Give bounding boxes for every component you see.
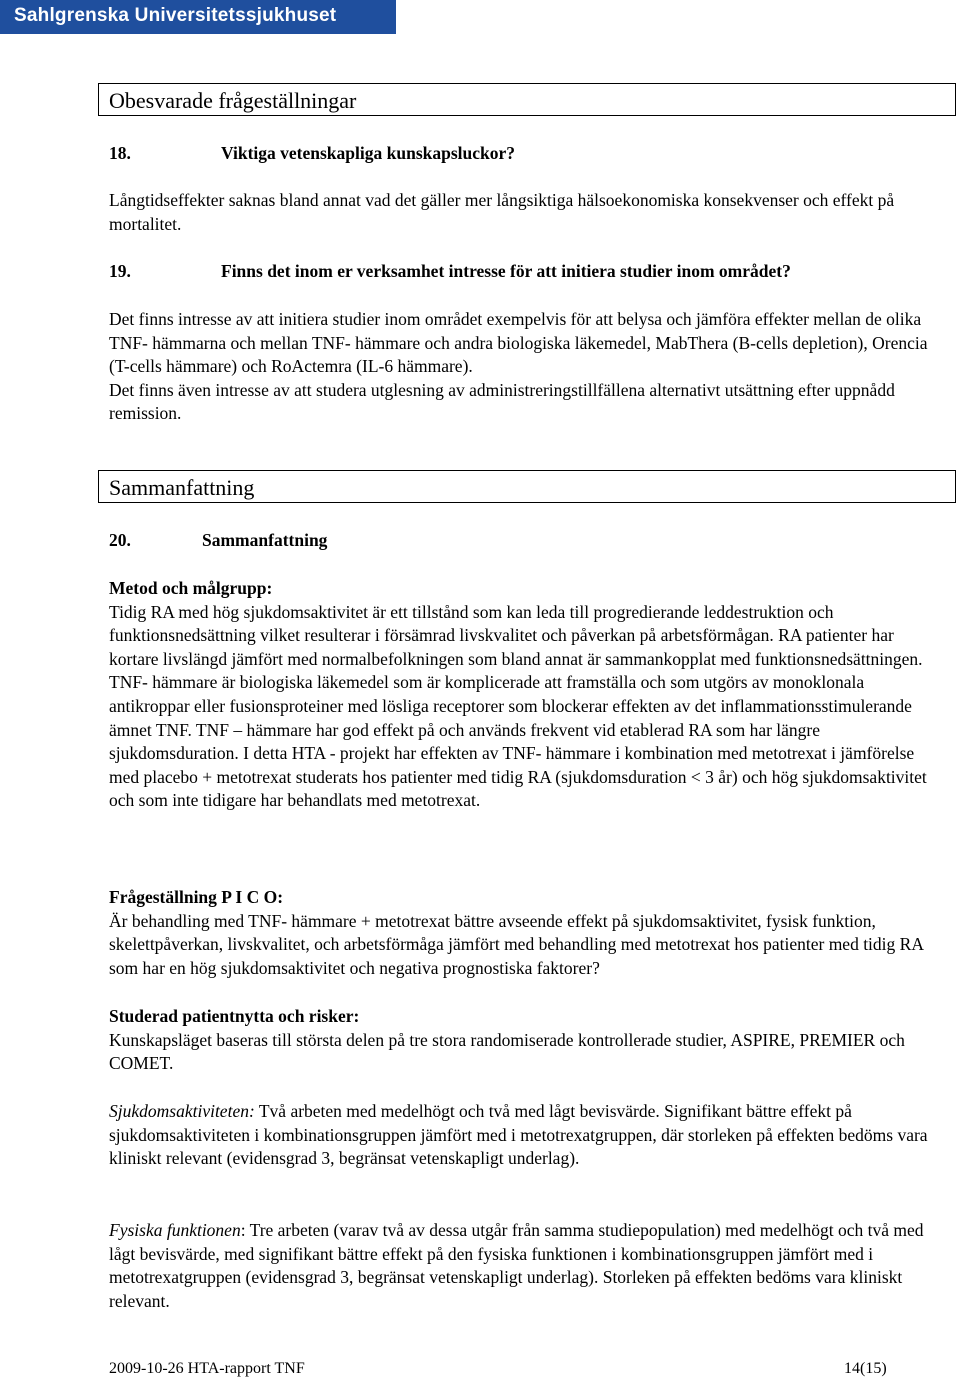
section-title-unanswered: Obesvarade frågeställningar [98, 83, 956, 116]
institution-banner [0, 0, 396, 34]
benefit-label: Studerad patientnytta och risker: [109, 1006, 360, 1026]
question-19-answer-2: Det finns även intresse av att studera utglesning av administreringstillfällena alternativt utsättning efter uppnådd remission. [109, 379, 895, 424]
question-18-answer: Långtidseffekter saknas bland annat vad det gäller mer långsiktiga hälsoekonomiska konsekvenser och effekt på mortalitet. [109, 190, 895, 234]
question-18-heading [109, 142, 944, 166]
physical-function-text: : Tre arbeten (varav två av dessa utgår från samma studiepopulation) med medelhögt och två med lågt bevisvärde, med signifikant bättre effekt på den fysiska funktionen i kombinationsgruppen jämfört med i metotrexatgruppen (evidensgrad 3, begränsat vetenskapligt underlag). Storleken på effekten bedöms vara kliniskt relevant. [109, 1220, 924, 1311]
footer-date-report: 2009-10-26 HTA-rapport TNF [109, 1360, 305, 1377]
method-label: Metod och målgrupp: [109, 578, 273, 598]
footer-page-number: 14(15) [844, 1360, 887, 1377]
question-19-answer-block [109, 308, 944, 426]
question-20-number: 20. [109, 530, 131, 550]
physical-function-label: Fysiska funktionen [109, 1220, 241, 1240]
physical-function-block [109, 1219, 944, 1313]
question-18-text: Viktiga vetenskapliga kunskapsluckor? [221, 143, 516, 163]
question-20-text: Sammanfattning [202, 530, 328, 550]
question-19-answer-1: Det finns intresse av att initiera studier inom området exempelvis för att belysa och jämföra effekter mellan de olika TNF- hämmarna och mellan TNF- hämmare och andra biologiska läkemedel, MabThera (B-cells depletion), Orencia (T-cells hämmare) och RoActemra (IL-6 hämmare). [109, 309, 928, 377]
section-title-summary: Sammanfattning [98, 470, 956, 503]
question-19-heading [109, 260, 944, 284]
method-text: Tidig RA med hög sjukdomsaktivitet är ett tillstånd som kan leda till progredierande leddestruktion och funktionsnedsättning vilket resulterar i försämrad livskvalitet och påverkan på arbetsförmågan. RA patienter har kortare livslängd jämfört med normalbefolkningen som bland annat är sammankopplat med funktionsnedsättningen. TNF- hämmare är biologiska läkemedel som är komplicerade att framställa och som utgörs av monoklonala antikroppar eller fusionsproteiner med lösliga receptorer som blockerar effekten av det inflammationsstimulerande ämnet TNF. TNF – hämmare har god effekt på och används frekvent vid etablerad RA som har längre sjukdomsduration. I detta HTA - projekt har effekten av TNF- hämmare i kombination med metotrexat i jämförelse med placebo + metotrexat studerats hos patienter med tidig RA (sjukdomsduration < 3 år) och hög sjukdomsaktivitet och som inte tidigare har behandlats med metotrexat. [109, 601, 927, 811]
benefit-block [109, 1005, 944, 1076]
question-19-number: 19. [109, 261, 131, 281]
benefit-text: Kunskapsläget baseras till största delen på tre stora randomiserade kontrollerade studier, ASPIRE, PREMIER och COMET. [109, 1029, 905, 1074]
question-20-heading [109, 529, 944, 553]
disease-activity-block [109, 1100, 944, 1171]
pico-label: Frågeställning P I C O: [109, 887, 284, 907]
question-18-number: 18. [109, 143, 131, 163]
institution-name: Sahlgrenska Universitetssjukhuset [14, 5, 337, 26]
pico-text: Är behandling med TNF- hämmare + metotrexat bättre avseende effekt på sjukdomsaktivitet, fysisk funktion, skelettpåverkan, livskvalitet, och arbetsförmåga jämfört med behandling med metotrexat hos patienter med tidig RA som har en hög sjukdomsaktivitet och negativa prognostiska faktorer? [109, 910, 923, 978]
pico-block [109, 886, 944, 980]
question-19-text: Finns det inom er verksamhet intresse för att initiera studier inom området? [221, 261, 791, 281]
disease-activity-text: Två arbeten med medelhögt och två med lågt bevisvärde. Signifikant bättre effekt på sjukdomsaktiviteten i kombinationsgruppen jämfört med i metotrexatgruppen, där storleken på effekten bedöms vara kliniskt relevant (evidensgrad 3, begränsat vetenskapligt underlag). [109, 1101, 928, 1169]
method-block [109, 577, 944, 813]
disease-activity-label: Sjukdomsaktiviteten: [109, 1101, 255, 1121]
